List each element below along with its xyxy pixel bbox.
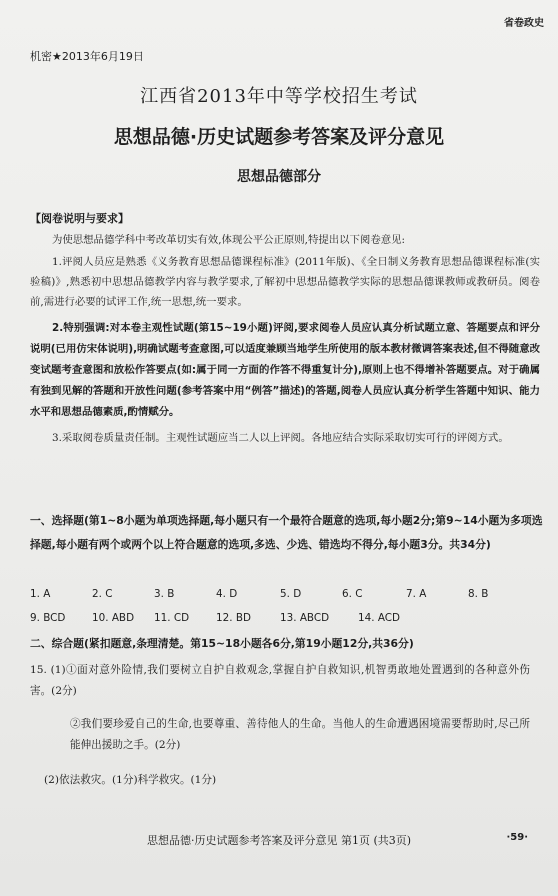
answer-5: 5. D xyxy=(280,588,302,600)
answer-9: 9. BCD xyxy=(30,612,66,624)
page-footer: 思想品德·历史试题参考答案及评分意见 第1页 (共3页) xyxy=(146,834,412,847)
answer-13: 13. ABCD xyxy=(280,612,330,624)
answer-8: 8. B xyxy=(468,588,489,600)
section-2-heading: 二、综合题(紧扣题意,条理清楚。第15~18小题各6分,第19小题12分,共36分) xyxy=(30,637,414,650)
answer-1: 1. A xyxy=(30,588,51,600)
marking-point-2: 2.特别强调:对本卷主观性试题(第15~19小题)评阅,要求阅卷人员应认真分析试题立意、答题要点和评分说明(已用仿宋体说明),明确试题考查意图,可以适度兼顾当地学生所使用的版本教材微调答案表述,但不得随意改变试题考查意图和放松作答要点(如:属于同一方面的作答不得重复计分),原则上也不得增补答题要点。对于确属有独到见解的答题和开放性问题(参考答案中用“例答”描述)的答题,阅卷人员应认真分析学生答题中知识、能力水平和思想品德素质,酌情赋分。 xyxy=(30,322,540,418)
marking-instructions-heading: 【阅卷说明与要求】 xyxy=(30,212,129,225)
answer-6: 6. C xyxy=(342,588,363,600)
q15-part1-b: ②我们要珍爱自己的生命,也要尊重、善待他人的生命。当他人的生命遭遇困境需要帮助时,尽己所能伸出援助之手。(2分) xyxy=(70,718,530,751)
q15-part1-a: 15. (1)①面对意外险情,我们要树立自护自救观念,掌握自护自救知识,机智勇敢地处置遇到的各种意外伤害。(2分) xyxy=(30,664,530,697)
marking-intro: 为使思想品德学科中考改革切实有效,体现公平公正原则,特提出以下阅卷意见: xyxy=(52,234,405,246)
answer-14: 14. ACD xyxy=(358,612,401,624)
marking-point-3: 3.采取阅卷质量责任制。主观性试题应当二人以上评阅。各地应结合实际采取切实可行的评阅方式。 xyxy=(52,432,509,444)
document-title: 思想品德·历史试题参考答案及评分意见 xyxy=(113,126,445,148)
answer-7: 7. A xyxy=(406,588,427,600)
answer-12: 12. BD xyxy=(216,612,251,624)
answer-10: 10. ABD xyxy=(92,612,135,624)
answer-3: 3. B xyxy=(154,588,175,600)
confidential-date: 机密★2013年6月19日 xyxy=(30,50,144,63)
marking-point-1: 1.评阅人员应是熟悉《义务教育思想品德课程标准》(2011年版)、《全日制义务教育思想品德课程标准(实验稿)》,熟悉初中思想品德教学内容与教学要求,了解初中思想品德教学实际的思想品德课教师或教研员。阅卷前,需进行必要的试评工作,统一思想,统一要求。 xyxy=(30,256,540,308)
answer-2: 2. C xyxy=(92,588,113,600)
section-1-heading: 一、选择题(第1~8小题为单项选择题,每小题只有一个最符合题意的选项,每小题2分;第9~14小题为多项选择题,每小题有两个或两个以上符合题意的选项,多选、少选、错选均不得分,每小题3分。共34分) xyxy=(30,514,543,551)
page-number: ·59· xyxy=(506,832,528,843)
exam-title: 江西省2013年中等学校招生考试 xyxy=(140,86,418,107)
answer-11: 11. CD xyxy=(154,612,190,624)
answer-4: 4. D xyxy=(216,588,238,600)
q15-part2: (2)依法救灾。(1分)科学救灾。(1分) xyxy=(44,774,217,786)
corner-tag: 省卷政史 xyxy=(504,18,544,29)
part-title: 思想品德部分 xyxy=(237,169,321,185)
